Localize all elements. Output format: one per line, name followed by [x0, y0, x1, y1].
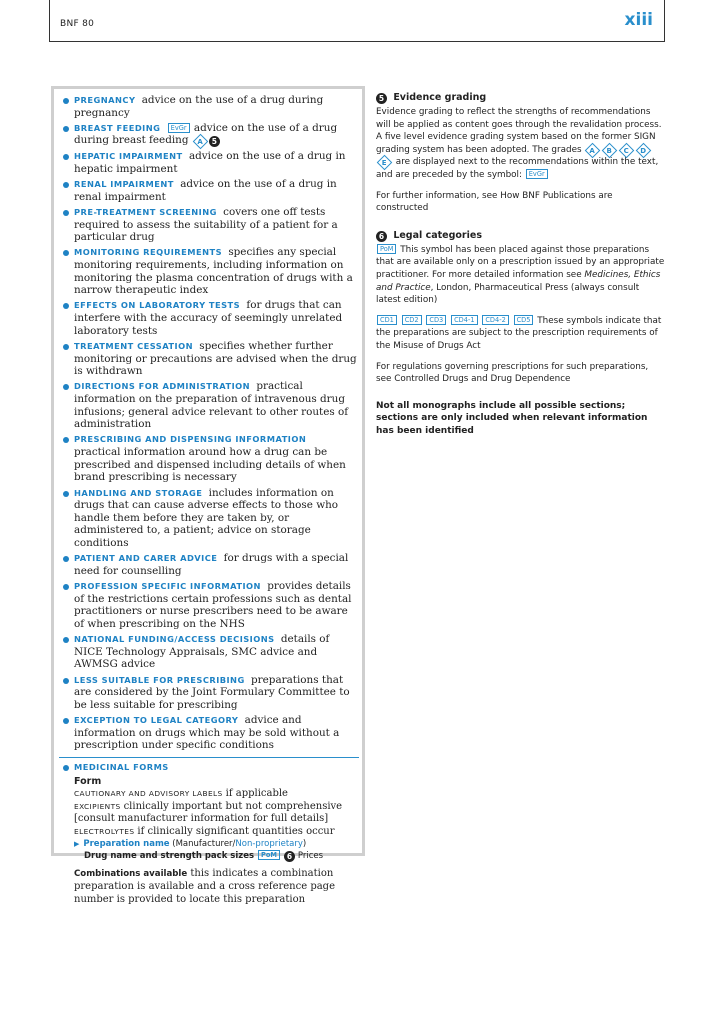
- section-label: EFFECTS ON LABORATORY TESTS: [74, 300, 241, 311]
- section-label: DIRECTIONS FOR ADMINISTRATION: [74, 381, 251, 392]
- bullet-icon: [63, 637, 69, 643]
- footnote-5-icon: 5: [209, 136, 220, 147]
- list-item-exception-to-legal-category: [63, 714, 359, 752]
- evgr-symbol: EvGr: [526, 169, 548, 179]
- evidence-grading-text: Evidence grading to reflect the strengths of recommendations will be applied as content goes through the revalidation process. A five level evidence grading system based on the former SIGN grading system has been adopted. The grades A B C D E are displayed next to the recommendations within the text, and are preceded by the symbol: EvGr: [376, 107, 662, 180]
- section-label: HANDLING AND STORAGE: [74, 487, 203, 498]
- preparation-name-line: ▶ Preparation name (Manufacturer/Non-proprietary): [74, 839, 307, 850]
- evidence-further-info: For further information, see How BNF Publications are constructed: [376, 190, 613, 214]
- list-item-less-suitable-for-prescribing: [63, 674, 359, 712]
- section-label: MEDICINAL FORMS: [74, 761, 169, 772]
- bullet-icon: [63, 182, 69, 188]
- section-text: specifies whether further monitoring or precautions are advised when the drug is withdrawn: [74, 339, 357, 378]
- bullet-icon: [63, 491, 69, 497]
- section-text: advice on the use of a drug in hepatic impairment: [74, 150, 346, 175]
- section-label: BREAST FEEDING: [74, 122, 161, 133]
- grade-d-icon: D: [636, 143, 652, 159]
- section-text: advice on the use of a drug in renal impairment: [74, 178, 337, 203]
- section-label: PROFESSION SPECIFIC INFORMATION: [74, 581, 261, 592]
- grade-a-icon: A: [585, 143, 601, 159]
- cd3-symbol: CD3: [426, 315, 446, 325]
- section-text: for drugs with a special need for counselling: [74, 552, 349, 577]
- list-item-pre-treatment-screening: [63, 206, 359, 244]
- section-text: practical information around how a drug can be prescribed and dispensed including details of when brand prescribing is necessary: [74, 446, 346, 484]
- section-label: HEPATIC IMPAIRMENT: [74, 151, 183, 162]
- section-label: EXCEPTION TO LEGAL CATEGORY: [74, 715, 239, 726]
- section-label: PRE-TREATMENT SCREENING: [74, 206, 217, 217]
- list-item-patient-and-carer-advice: [63, 552, 359, 577]
- list-item-effects-on-laboratory-tests: [63, 299, 359, 337]
- section-text: preparations that are considered by the Joint Formulary Committee to be less suitable for prescribing: [74, 673, 350, 711]
- section-label: TREATMENT CESSATION: [74, 340, 193, 351]
- combinations-available: Combinations available this indicates a combination preparation is available and a cross reference page number is provided to locate this preparation: [74, 868, 336, 905]
- grade-a-icon: A: [193, 134, 209, 150]
- section-label: PATIENT AND CARER ADVICE: [74, 553, 218, 564]
- bullet-icon: [63, 98, 69, 104]
- cd-description: CD1 CD2 CD3 CD4-1 CD4-2 CD5 These symbols indicate that the preparations are subject to the prescription requirements of the Misuse of Drugs Act: [376, 315, 662, 351]
- bullet-icon: [63, 718, 69, 724]
- list-item-breast-feeding: [63, 122, 359, 148]
- electrolytes-line: ELECTROLYTES if clinically significant quantities occur: [74, 825, 335, 837]
- grade-c-icon: C: [619, 143, 635, 159]
- bullet-icon: [63, 678, 69, 684]
- section-text: provides details of the restrictions certain professions such as dental practitioners or nurse prescribers need to be aware of when prescribing on the NHS: [74, 580, 352, 630]
- monograph-structure-box: [51, 86, 365, 905]
- list-item-monitoring-requirements: [63, 246, 359, 296]
- section-text: includes information on drugs that can cause adverse effects to those who handle them before they are taken by, or administered to, a patient; advice on storage conditions: [74, 486, 339, 549]
- page-number: xiii: [624, 10, 653, 30]
- bullet-icon: [63, 250, 69, 256]
- bullet-icon: [63, 384, 69, 390]
- medicinal-forms-detail: [74, 776, 359, 906]
- footnote-5-icon: 5: [376, 93, 387, 104]
- triangle-right-icon: ▶: [74, 840, 80, 849]
- list-item-medicinal-forms: [63, 761, 359, 774]
- section-label: NATIONAL FUNDING/ACCESS DECISIONS: [74, 634, 275, 645]
- section-text: for drugs that can interfere with the accuracy of seemingly unrelated laboratory tests: [74, 299, 343, 337]
- evgr-symbol: EvGr: [168, 123, 190, 133]
- bullet-icon: [63, 210, 69, 216]
- section-label: RENAL IMPAIRMENT: [74, 179, 174, 190]
- form-title: Form: [74, 776, 102, 788]
- bullet-icon: [63, 303, 69, 309]
- drug-strength-line: Drug name and strength pack sizes PoM 6 Prices: [84, 851, 324, 862]
- excipients-line: EXCIPIENTS clinically important but not comprehensive [consult manufacturer information for full details]: [74, 800, 343, 825]
- list-item-renal-impairment: [63, 178, 359, 203]
- cd2-symbol: CD2: [402, 315, 422, 325]
- cd4-1-symbol: CD4-1: [451, 315, 477, 325]
- bullet-icon: [63, 154, 69, 160]
- cd5-symbol: CD5: [514, 315, 534, 325]
- bullet-icon: [63, 437, 69, 443]
- section-label: PREGNANCY: [74, 95, 136, 105]
- sections-note: Not all monographs include all possible sections; sections are only included when relevant information has been identified: [376, 400, 648, 436]
- bullet-icon: [63, 584, 69, 590]
- pom-symbol: PoM: [258, 850, 280, 860]
- footnote-6-icon: 6: [284, 851, 295, 862]
- list-item-prescribing-and-dispensing: [63, 433, 359, 483]
- cd4-2-symbol: CD4-2: [482, 315, 508, 325]
- cautionary-labels-line: CAUTIONARY AND ADVISORY LABELS if applicable: [74, 788, 288, 800]
- controlled-drugs-reference: For regulations governing prescriptions for such preparations, see Controlled Drugs and Drug Dependence: [376, 361, 649, 385]
- list-item-treatment-cessation: [63, 340, 359, 378]
- list-item-national-funding: [63, 633, 359, 671]
- section-text: practical information on the preparation of intravenous drug infusions; general advice relevant to other routes of administration: [74, 380, 349, 431]
- section-divider: [59, 757, 359, 758]
- list-item-pregnancy: [63, 94, 359, 119]
- section-text: details of NICE Technology Appraisals, SMC advice and AWMSG advice: [74, 633, 330, 671]
- section-text: advice and information on drugs which may be sold without a prescription under specific conditions: [74, 714, 340, 752]
- section-text: advice on the use of a drug during pregnancy: [74, 94, 324, 119]
- evidence-grading-heading: 5 Evidence grading: [376, 91, 666, 104]
- cd1-symbol: CD1: [377, 315, 397, 325]
- pom-description: PoM This symbol has been placed against those preparations that are available only on a prescription issued by an appropriate practitioner. For more detailed information see Medicines, Ethics and Practice, London, Pharmaceutical Press (always consult latest edition): [376, 244, 665, 306]
- list-item-hepatic-impairment: [63, 150, 359, 175]
- bullet-icon: [63, 765, 69, 771]
- section-label: MONITORING REQUIREMENTS: [74, 247, 223, 258]
- list-item-profession-specific-information: [63, 580, 359, 630]
- section-text: advice on the use of a drug during breast feeding: [74, 121, 338, 147]
- legal-categories-heading: 6 Legal categories: [376, 229, 666, 242]
- sections-list: [63, 94, 359, 906]
- list-item-directions-for-administration: [63, 380, 359, 430]
- page-header: [49, 0, 665, 42]
- section-label: LESS SUITABLE FOR PRESCRIBING: [74, 674, 245, 685]
- bullet-icon: [63, 126, 69, 132]
- section-text: specifies any special monitoring requirements, including information on monitoring the plasma concentration of drugs with a narrow therapeutic index: [74, 246, 353, 297]
- grade-b-icon: B: [602, 143, 618, 159]
- footnote-6-icon: 6: [376, 231, 387, 242]
- bullet-icon: [63, 556, 69, 562]
- list-item-handling-and-storage: [63, 487, 359, 550]
- grade-e-icon: E: [377, 155, 393, 171]
- section-label: PRESCRIBING AND DISPENSING INFORMATION: [74, 434, 307, 445]
- bullet-icon: [63, 344, 69, 350]
- section-text: covers one off tests required to assess the suitability of a patient for a particular drug: [74, 205, 338, 244]
- pom-symbol: PoM: [377, 244, 396, 254]
- book-edition: BNF 80: [60, 19, 95, 29]
- notes-column: [376, 91, 666, 437]
